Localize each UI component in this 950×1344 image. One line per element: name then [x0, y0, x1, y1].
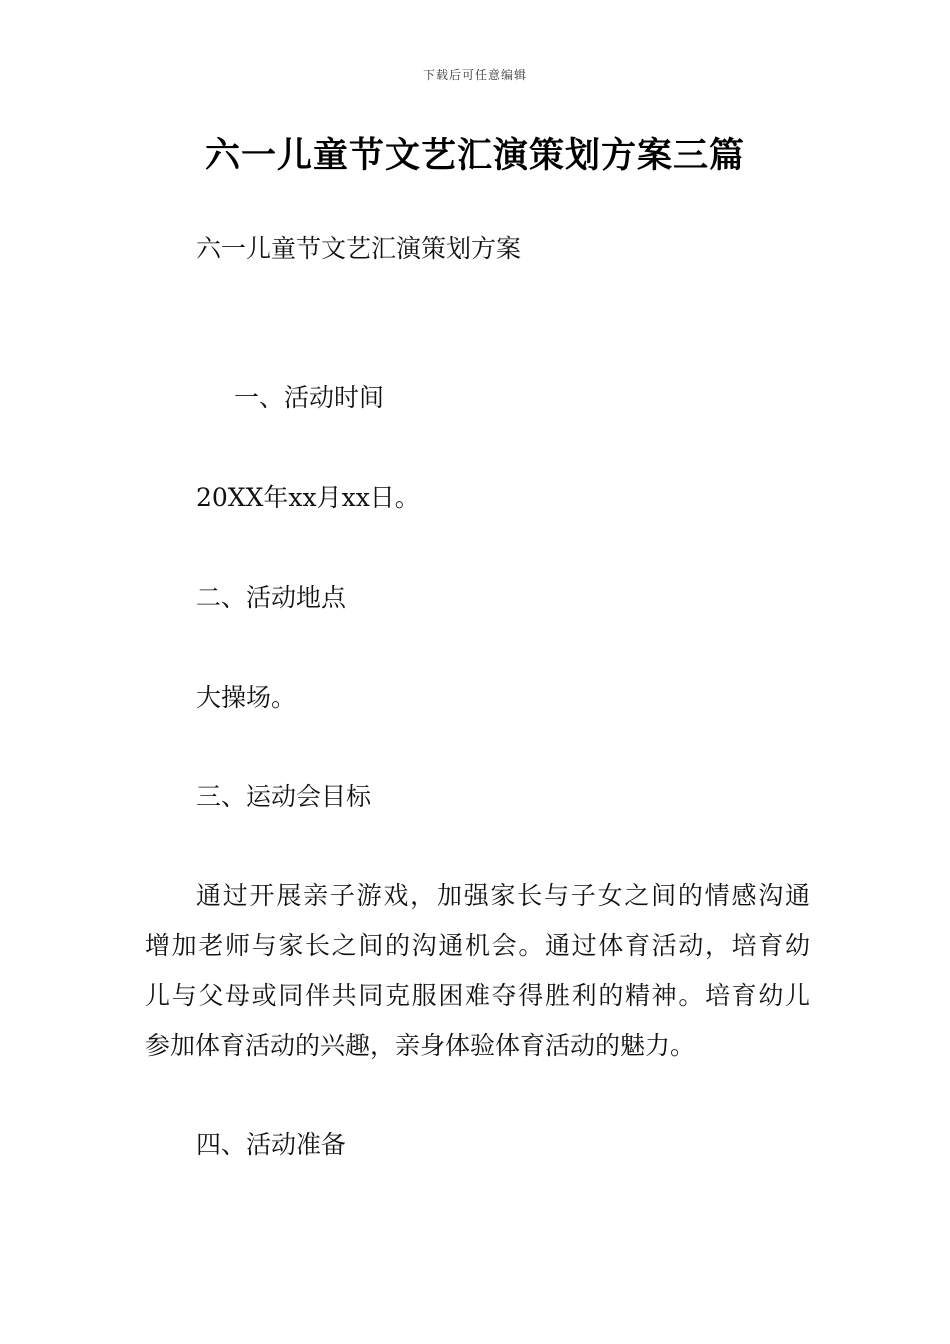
section-heading-place: 二、活动地点	[196, 583, 347, 612]
header-note: 下载后可任意编辑	[422, 68, 527, 82]
goal-paragraph-line: 通过开展亲子游戏，加强家长与子女之间的情感沟通	[196, 881, 810, 910]
section-value-place: 大操场。	[196, 683, 297, 712]
document-subtitle: 六一儿童节文艺汇演策划方案	[196, 234, 522, 263]
section-heading-goal: 三、运动会目标	[196, 782, 372, 811]
goal-paragraph	[145, 871, 810, 1071]
section-heading-time: 一、活动时间	[234, 383, 385, 412]
goal-paragraph-line: 儿与父母或同伴共同克服困难夺得胜利的精神。培育幼儿	[145, 981, 810, 1010]
section-value-time: 20XX年xx月xx日。	[196, 483, 420, 512]
section-heading-prep: 四、活动准备	[196, 1130, 347, 1159]
document-title: 六一儿童节文艺汇演策划方案三篇	[204, 136, 745, 176]
goal-paragraph-line: 参加体育活动的兴趣，亲身体验体育活动的魅力。	[145, 1031, 696, 1060]
goal-paragraph-line: 增加老师与家长之间的沟通机会。通过体育活动，培育幼	[145, 931, 810, 960]
